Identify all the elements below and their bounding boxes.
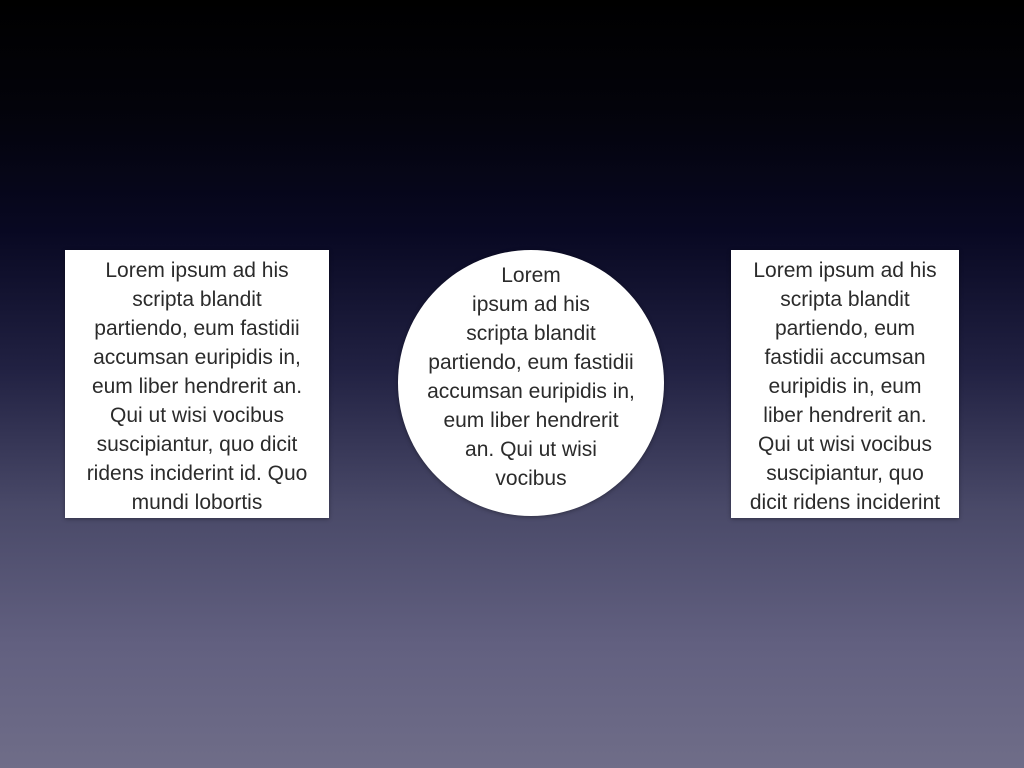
text-line: scripta blandit: [466, 322, 596, 345]
text-line: eum liber hendrerit: [443, 409, 619, 432]
text-line: dicit ridens inciderint: [749, 491, 941, 514]
text-line: ridens inciderint id. Quo: [86, 462, 308, 485]
text-line: suscipiantur, quo: [766, 462, 924, 485]
text-line: mundi lobortis: [131, 491, 263, 514]
text-line: Lorem ipsum ad his: [105, 259, 289, 282]
text-line: an. Qui ut wisi: [465, 438, 597, 461]
text-line: partiendo, eum: [774, 317, 916, 340]
left-text-box: [65, 250, 329, 518]
text-line: liber hendrerit an.: [763, 404, 927, 427]
text-line: accumsan euripidis in,: [93, 346, 301, 369]
center-text-circle: [398, 250, 664, 516]
text-line: Qui ut wisi vocibus: [110, 404, 284, 427]
text-line: ipsum ad his: [472, 293, 590, 316]
text-line: accumsan euripidis in,: [427, 380, 635, 403]
text-line: Qui ut wisi vocibus: [758, 433, 932, 456]
text-line: scripta blandit: [780, 288, 910, 311]
text-line: Lorem ipsum ad his: [753, 259, 937, 282]
text-line: fastidii accumsan: [764, 346, 926, 369]
text-line: partiendo, eum fastidii: [428, 351, 634, 374]
text-line: suscipiantur, quo dicit: [96, 433, 298, 456]
text-line: eum liber hendrerit an.: [91, 375, 303, 398]
text-line: euripidis in, eum: [768, 375, 922, 398]
text-line: vocibus: [495, 467, 567, 490]
text-line: scripta blandit: [132, 288, 262, 311]
text-line: partiendo, eum fastidii: [94, 317, 300, 340]
right-text-box: [731, 250, 959, 518]
text-line: Lorem: [501, 264, 561, 287]
